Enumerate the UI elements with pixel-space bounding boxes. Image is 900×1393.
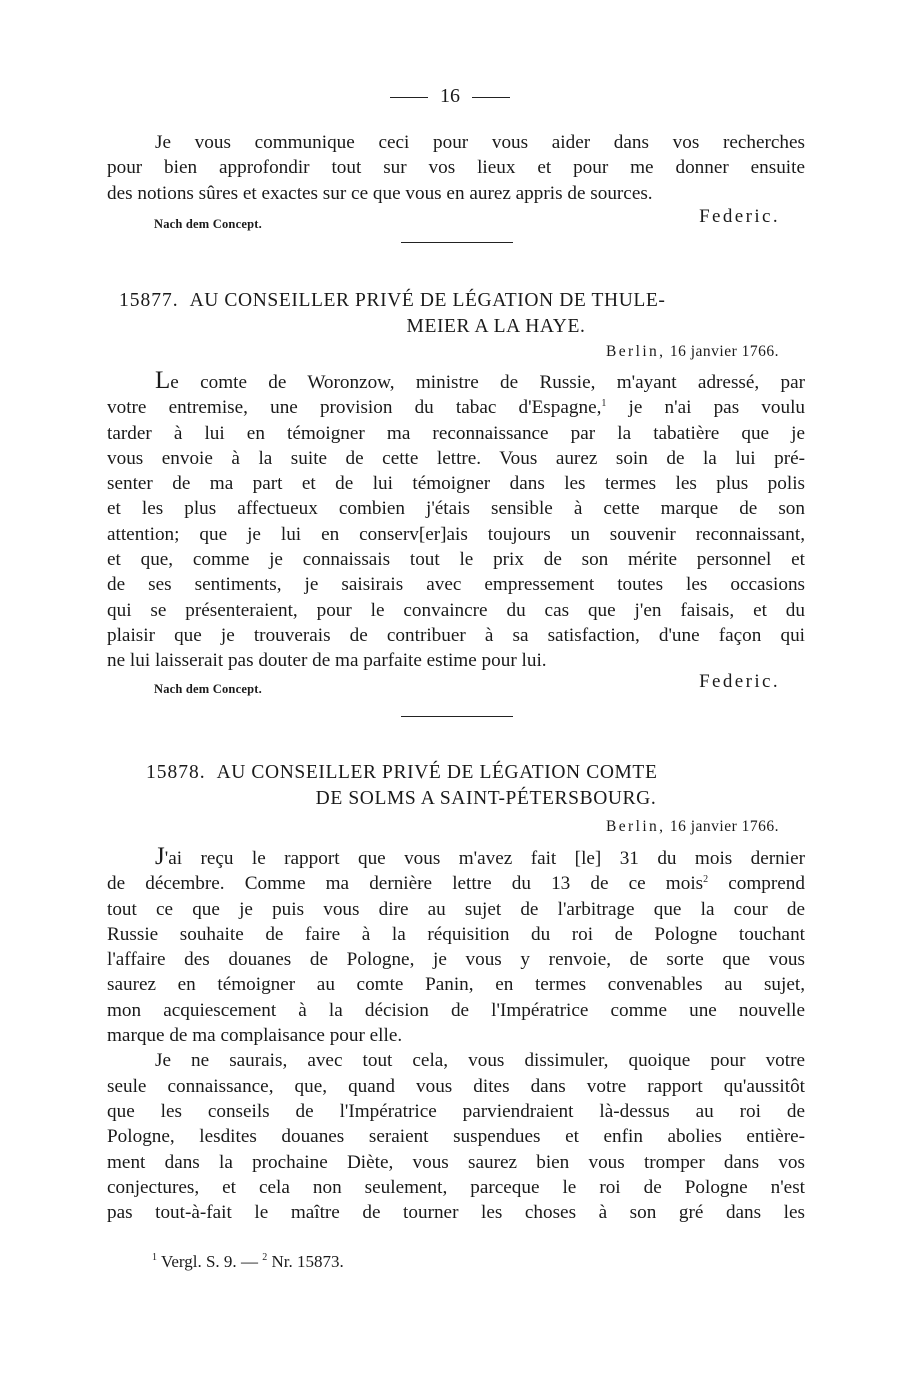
text-line: Je ne saurais, avec tout cela, vous dissimuler, quoique pour votre [155, 1050, 805, 1072]
text-line: qui se présenteraient, pour le convaincre du cas que j'en faisais, et du [107, 599, 805, 621]
text-line: mon acquiescement à la décision de l'Impératrice comme une nouvelle [107, 999, 805, 1021]
page-number: 16 [440, 85, 460, 107]
text-line: Russie souhaite de faire à la réquisition du roi de Pologne touchant [107, 923, 805, 945]
text-line: que les conseils de l'Impératrice parviendraient là-dessus au roi de [107, 1100, 805, 1122]
footnote-mark: 2 [262, 1252, 268, 1263]
dateline [606, 818, 779, 836]
text-line: plaisir que je trouverais de contribuer à sa satisfaction, d'une façon qui [107, 624, 805, 646]
text-line: des notions sûres et exactes sur ce que vous en aurez appris de sources. [107, 182, 653, 204]
date-text: 16 janvier 1766. [669, 818, 779, 835]
text-line: senter de ma part et de lui témoigner dans les termes les plus polis [107, 473, 805, 495]
source-note: Nach dem Concept. [154, 217, 262, 231]
letter-heading [107, 288, 805, 339]
date-text: 16 janvier 1766. [669, 343, 779, 360]
initial-letter: J [155, 843, 165, 870]
text-line: seule connaissance, que, quand vous dites dans votre rapport qu'aussitôt [107, 1075, 805, 1097]
heading-line-1: AU CONSEILLER PRIVÉ DE LÉGATION COMTE [216, 762, 658, 783]
section-divider [401, 716, 513, 717]
signature: Federic. [699, 671, 780, 692]
text-line: pas tout-à-fait le maître de tourner les choses à son gré dans les [107, 1202, 805, 1224]
footnote-mark: 1 [152, 1252, 157, 1263]
signature: Federic. [699, 206, 780, 227]
letter-body [107, 844, 805, 1225]
page-header [0, 82, 900, 110]
heading-line-1: AU CONSEILLER PRIVÉ DE LÉGATION DE THULE- [189, 290, 666, 311]
heading-line-2: MEIER A LA HAYE. [406, 315, 586, 337]
letter-number: 15878. [146, 762, 206, 783]
text-line: Pologne, lesdites douanes seraient suspendues et enfin abolies entière- [107, 1126, 805, 1148]
text-line: marque de ma complaisance pour elle. [107, 1025, 403, 1047]
footnote-ref: 2 [703, 874, 709, 886]
text-line: votre entremise, une provision du tabac d'Espagne,$^1$ je n'ai pas voulu [107, 397, 806, 419]
text-line: conjectures, et cela non seulement, parceque le roi de Pologne n'est [107, 1176, 805, 1198]
text-line: tarder à lui en témoigner ma reconnaissance par la tabatière que je [107, 422, 805, 444]
text-line: ne lui laisserait pas douter de ma parfaite estime pour lui. [107, 650, 547, 672]
footnote-ref: 1 [601, 398, 607, 410]
heading-line-2: DE SOLMS A SAINT-PÉTERSBOURG. [315, 787, 657, 809]
section-divider [401, 242, 513, 243]
text-line: et les plus affectueux combien j'étais sensible à cette marque de son [107, 498, 805, 520]
text-line: attention; que je lui en conserv[er]ais toujours un souvenir reconnaissant, [107, 523, 805, 545]
letter-body [107, 368, 805, 674]
footnotes [152, 1252, 344, 1272]
date-place: Berlin, [606, 818, 666, 835]
text-line: saurez en témoigner au comte Panin, en termes convenables au sujet, [107, 974, 805, 996]
text-line: et que, comme je connaissais tout le prix de son mérite personnel et [107, 549, 805, 571]
dateline [606, 343, 779, 361]
text-line: de ses sentiments, je saisirais avec empressement toutes les occasions [107, 574, 805, 596]
initial-letter: L [155, 367, 171, 394]
text-line: l'affaire des douanes de Pologne, je vous y renvoie, de sorte que vous [107, 949, 805, 971]
text-line: pour bien approfondir tout sur vos lieux et pour me donner ensuite [107, 157, 805, 179]
text-line: vous envoie à la suite de cette lettre. Vous aurez soin de la lui pré- [107, 447, 805, 469]
footnote-text: Vergl. S. 9. [160, 1252, 237, 1271]
text-line: J'ai reçu le rapport que vous m'avez fait [le] 31 du mois dernier [155, 843, 805, 870]
letter-number: 15877. [119, 290, 179, 311]
text-line: Le comte de Woronzow, ministre de Russie, m'ayant adressé, par [155, 367, 805, 394]
header-dash-right [472, 97, 510, 98]
header-dash-left [390, 97, 428, 98]
date-place: Berlin, [606, 343, 666, 360]
footnote-text: Nr. 15873. [271, 1252, 344, 1271]
source-note: Nach dem Concept. [154, 682, 262, 696]
text-line: tout ce que je puis vous dire au sujet de l'arbitrage que la cour de [107, 898, 805, 920]
text-line: ment dans la prochaine Diète, vous saurez bien vous tromper dans vos [107, 1151, 805, 1173]
text-line: de décembre. Comme ma dernière lettre du 13 de ce mois$^2$ comprend [107, 873, 805, 895]
footnote-separator: — [240, 1252, 258, 1271]
letter-heading [107, 760, 805, 811]
text-line: Je vous communique ceci pour vous aider dans vos recherches [155, 132, 805, 153]
intro-paragraph [107, 130, 805, 206]
